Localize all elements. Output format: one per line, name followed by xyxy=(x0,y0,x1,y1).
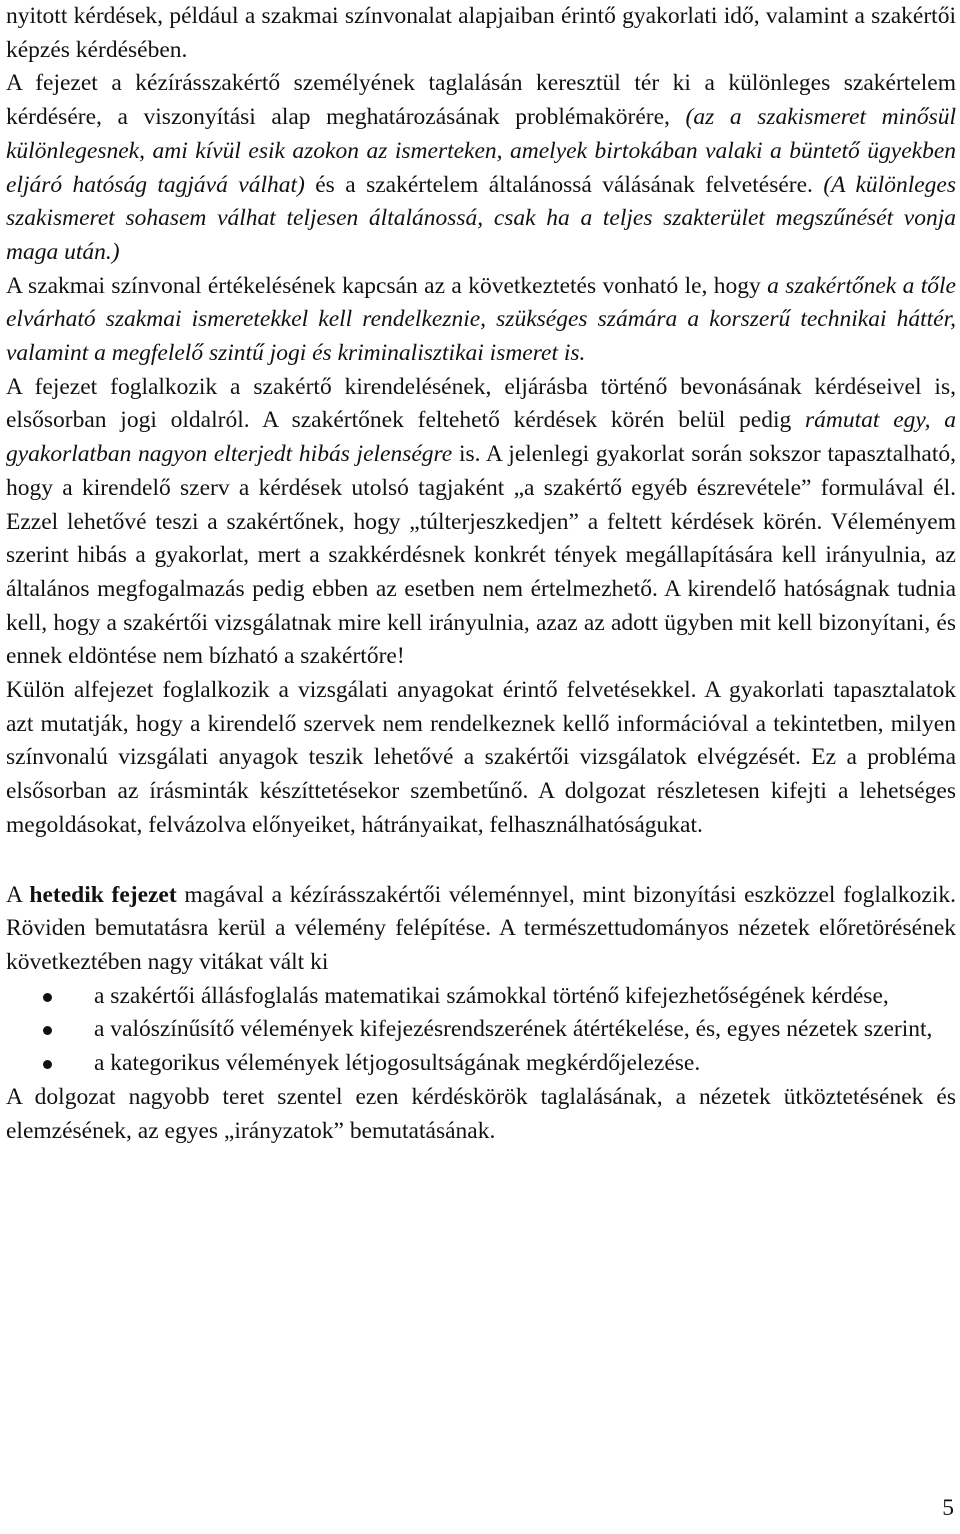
paragraph-2 xyxy=(6,67,956,269)
paragraph-4 xyxy=(6,371,956,674)
p6-text-2: magával a kézírásszakértői véleménnyel, mint bizonyítási eszközzel foglalkozik. Röviden bemutatásra kerül a vélemény felépítése. A természettudományos nézetek előretörésének következtében nagy vitákat vált ki xyxy=(6,881,957,975)
list-item-text: a valószínűsítő vélemények kifejezésrendszerének átértékelése, és, egyes nézetek szerint, xyxy=(94,1016,933,1043)
bullet-dot-icon xyxy=(43,1060,52,1069)
page-number: 5 xyxy=(942,1495,954,1521)
paragraph-7 xyxy=(6,1081,956,1148)
p4-italic-1: rámutat egy, a gyakorlatban nagyon elterjedt hibás jelenségre xyxy=(6,407,956,468)
p2-italic-1: (az a szakismeret minősül különlegesnek, ami kívül esik azokon az ismerteken, amelyek birtokában valaki a büntető ügyekben eljáró hatóság tagjává válhat) xyxy=(6,104,957,198)
paragraph-6 xyxy=(6,879,956,980)
list-item xyxy=(6,1047,956,1081)
list-item xyxy=(6,1013,956,1047)
p4-text-2: is. A jelenlegi gyakorlat során sokszor tapasztalható, hogy a kirendelő szerv a kérdések utolsó tagjaként „a szakértő egyéb észrevétele” formulával él. Ezzel lehetővé teszi a szakértőnek, hogy „túlterjeszkedjen” a feltett kérdések körén. Véleményem szerint hibás a gyakorlat, mert a szakkérdésnek konkrét tények megállapítására kell irányulnia, az általános megfogalmazás pedig ebben az esetben nem értelmezhető. A kirendelő hatóságnak tudnia kell, hogy a szakértői vizsgálatnak mire kell irányulnia, azaz az adott ügyben mit kell bizonyítani, és ennek eldöntése nem bízható a szakértőre! xyxy=(6,441,956,670)
p6-bold-chapter: hetedik fejezet xyxy=(29,881,177,908)
p4-text-1: A fejezet foglalkozik a szakértő kirendelésének, eljárásba történő bevonásának kérdéseivel is, elsősorban jogi oldalról. A szakértőnek feltehető kérdések körén belül pedig xyxy=(6,373,956,434)
p2-italic-2: (A különleges szakismeret sohasem válhat teljesen általánossá, csak ha a teljes szakterület megszűnését vonja maga után.) xyxy=(6,171,956,265)
paragraph-5 xyxy=(6,674,956,843)
list-item-text: a kategorikus vélemények létjogosultságának megkérdőjelezése. xyxy=(94,1050,701,1077)
p1-text: nyitott kérdések, például a szakmai színvonalat alapjaiban érintő gyakorlati idő, valamint a szakértői képzés kérdésében. xyxy=(6,3,956,63)
document-page xyxy=(6,0,956,1148)
bullet-dot-icon xyxy=(43,1026,52,1035)
p3-italic-1: a szakértőnek a tőle elvárható szakmai ismeretekkel kell rendelkeznie, szükséges számára a korszerű technikai háttér, valamint a megfelelő szintű jogi és kriminalisztikai ismeret is. xyxy=(6,272,956,367)
paragraph-1 xyxy=(6,0,956,67)
paragraph-3 xyxy=(6,270,956,371)
p6-text-1: A xyxy=(6,881,30,908)
p2-text-2: és a szakértelem általánossá válásának felvetésére. xyxy=(304,171,824,198)
p2-text-1: A fejezet a kézírásszakértő személyének taglalásán keresztül tér ki a különleges szakértelem kérdésére, a viszonyítási alap meghatározásának problémakörére, xyxy=(6,70,956,131)
paragraph-spacer xyxy=(6,843,956,879)
bullet-list xyxy=(6,980,956,1081)
p7-text-1: A dolgozat nagyobb teret szentel ezen kérdéskörök taglalásának, a nézetek ütköztetésének és elemzésének, az egyes „irányzatok” bemutatásának. xyxy=(6,1083,956,1144)
bullet-dot-icon xyxy=(43,993,52,1002)
list-item xyxy=(6,980,956,1014)
p3-text-1: A szakmai színvonal értékelésének kapcsán az a következtetés vonható le, hogy xyxy=(6,272,768,299)
list-item-text: a szakértői állásfoglalás matematikai számokkal történő kifejezhetőségének kérdése, xyxy=(94,982,889,1009)
p5-text-1: Külön alfejezet foglalkozik a vizsgálati anyagokat érintő felvetésekkel. A gyakorlati tapasztalatok azt mutatják, hogy a kirendelő szervek nem rendelkeznek kellő információval a tekintetben, milyen színvonalú vizsgálati anyagok teszik lehetővé a szakértői vizsgálatok elvégzését. Ez a probléma elsősorban az írásminták készíttetésekor szembetűnő. A dolgozat részletesen kifejti a lehetséges megoldásokat, felvázolva előnyeiket, hátrányaikat, felhasználhatóságukat. xyxy=(6,677,956,838)
